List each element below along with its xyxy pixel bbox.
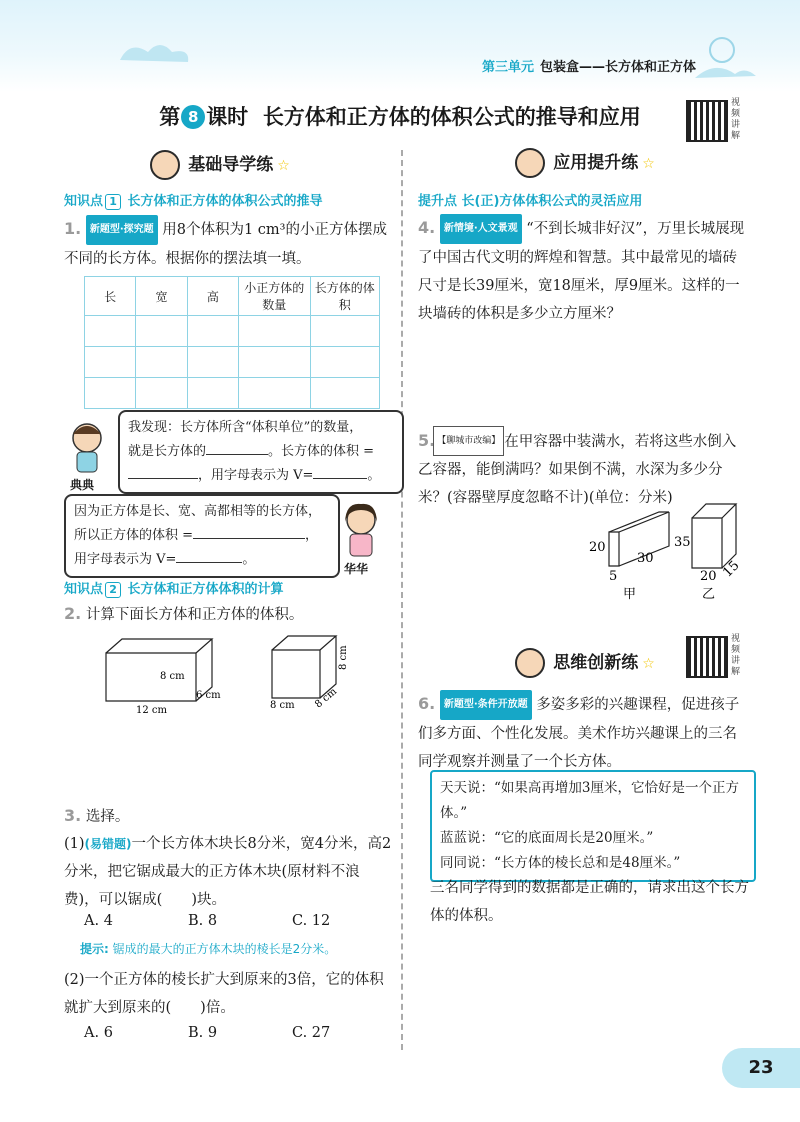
bubble-line xyxy=(128,440,394,464)
boy-mascot-icon xyxy=(62,420,112,475)
section-title: 基础导学练 xyxy=(188,155,274,175)
speaker-huahua: 华华 xyxy=(344,562,369,576)
unit-label xyxy=(482,56,696,75)
table-header-row xyxy=(85,277,380,316)
bubble-text: 就是长方体的 xyxy=(128,444,207,459)
jia-width-label: 5 xyxy=(609,569,618,584)
speech-bubble-2 xyxy=(64,494,340,578)
cube-figure xyxy=(270,630,350,710)
question-number: 5. xyxy=(418,431,436,450)
question-3 xyxy=(64,802,129,831)
answer-blank[interactable] xyxy=(193,538,305,539)
question-number: 4. xyxy=(418,218,436,237)
bubble-text: 。 xyxy=(242,552,256,567)
question-3-part-2 xyxy=(64,966,394,1022)
table-row[interactable] xyxy=(85,378,380,409)
question-4 xyxy=(418,214,748,328)
speaker-diandian: 典典 xyxy=(70,478,95,492)
bubble-text: 。长方体的体积 = xyxy=(268,444,375,459)
container-jia-figure xyxy=(585,510,675,600)
question-6-conclusion: 三名同学得到的数据都是正确的，请求出这个长方体的体积。 xyxy=(430,880,749,924)
qr-code-icon[interactable] xyxy=(686,636,728,678)
column-divider xyxy=(401,150,403,1050)
bubble-line xyxy=(128,464,394,488)
table-row[interactable] xyxy=(85,347,380,378)
option-b[interactable]: B. 9 xyxy=(188,1025,218,1041)
option-a[interactable]: A. 6 xyxy=(84,1025,113,1041)
cube-edge-label-c: 8 cm xyxy=(338,645,349,670)
bubble-line xyxy=(74,548,330,572)
table-row[interactable] xyxy=(85,316,380,347)
unit-tag: 第三单元 xyxy=(481,60,534,75)
table-header-cell: 高 xyxy=(187,277,238,316)
cloud-decoration-icon xyxy=(110,30,200,70)
cuboid-figure xyxy=(100,635,230,715)
question-number: 1. xyxy=(64,219,82,238)
answer-blank[interactable] xyxy=(128,478,198,479)
statement-tiantian: 天天说：“如果高再增加3厘米，它恰好是一个正方体。” xyxy=(440,780,739,821)
page-number: 23 xyxy=(722,1048,800,1088)
statement-lanlan: 蓝蓝说：“它的底面周长是20厘米。” xyxy=(440,830,654,846)
jia-label: 甲 xyxy=(623,587,637,600)
jia-height-label: 20 xyxy=(589,540,606,555)
options-row-2 xyxy=(84,1019,384,1047)
option-c[interactable]: C. 12 xyxy=(292,913,331,929)
sun-decoration-icon xyxy=(690,30,760,85)
yi-label: 乙 xyxy=(702,587,716,600)
yi-width-label: 15 xyxy=(720,558,743,581)
girl-mascot-icon xyxy=(336,500,386,560)
table-header-cell: 长方体的体积 xyxy=(310,277,379,316)
star-icon: ☆ xyxy=(642,156,655,172)
cuboid-length-label: 12 cm xyxy=(136,705,167,715)
mascot-face-icon xyxy=(515,648,545,678)
lesson-number: 8 xyxy=(181,105,205,129)
question-3-part-1 xyxy=(64,830,394,914)
section-heading-innovation xyxy=(500,648,670,678)
option-c[interactable]: C. 27 xyxy=(292,1025,331,1041)
kp-title: 长方体和正方体体积的计算 xyxy=(127,582,284,597)
mascot-face-icon xyxy=(515,148,545,178)
hint-label: 提示: xyxy=(80,942,109,956)
star-icon: ☆ xyxy=(277,158,290,174)
bubble-line: 所以正方体的体积 = ， xyxy=(74,528,319,543)
question-badge: 新题型·探究题 xyxy=(86,215,158,245)
bubble-text: 。 xyxy=(367,468,381,483)
question-number: 3. xyxy=(64,806,82,825)
table-header-cell: 宽 xyxy=(136,277,187,316)
bubble-text: 所以正方体的体积 = xyxy=(74,528,194,543)
kp-number: 2 xyxy=(105,582,121,598)
qr-code-icon[interactable] xyxy=(686,100,728,142)
table-header-cell: 长 xyxy=(85,277,136,316)
lesson-prefix: 第 xyxy=(159,105,181,129)
part-index: (2) xyxy=(64,972,85,988)
mascot-face-icon xyxy=(150,150,180,180)
bubble-text: 用字母表示为 V= xyxy=(74,552,177,567)
kp-label: 知识点 xyxy=(64,582,104,597)
kp-title: 长(正)方体体积公式的灵活应用 xyxy=(461,194,643,209)
knowledge-point-1 xyxy=(64,190,323,210)
speech-bubble-1 xyxy=(118,410,404,494)
unit-title: 包装盒——长方体和正方体 xyxy=(539,60,696,75)
section-title: 思维创新练 xyxy=(553,653,639,673)
question-text: 选择。 xyxy=(85,809,130,825)
hint xyxy=(80,940,336,957)
lesson-topic: 长方体和正方体的体积公式的推导和应用 xyxy=(262,105,641,129)
cube-edge-label-a: 8 cm xyxy=(270,700,295,710)
improvement-point xyxy=(418,190,642,209)
hint-text: 锯成的最大的正方体木块的棱长是2分米。 xyxy=(112,942,337,956)
container-yi-figure xyxy=(672,500,752,600)
part-text: 一个正方体的棱长扩大到原来的3倍，它的体积就扩大到原来的( )倍。 xyxy=(64,972,384,1016)
answer-blank[interactable] xyxy=(313,478,367,479)
cuboid-height-label: 8 cm xyxy=(160,671,185,682)
part-index: (1) xyxy=(64,836,85,852)
jia-length-label: 30 xyxy=(637,551,654,566)
question-number: 2. xyxy=(64,604,82,623)
answer-blank[interactable] xyxy=(206,454,268,455)
kp-label: 提升点 xyxy=(418,194,458,209)
qr-caption: 视频讲解 xyxy=(731,634,741,677)
question-text: 多姿多彩的兴趣课程，促进孩子们多方面、个性化发展。美术作坊兴趣课上的三名同学观察并测量了一个长方体。 xyxy=(418,697,740,770)
error-prone-tag: (易错题) xyxy=(84,837,132,851)
question-text: 用8个体积为1 cm³的小正方体摆成不同的长方体。根据你的摆法填一填。 xyxy=(64,222,387,267)
section-heading-basic xyxy=(130,150,310,180)
source-tag: 【聊城市改编】 xyxy=(433,426,504,456)
options-row-1 xyxy=(84,907,384,935)
option-a[interactable]: A. 4 xyxy=(84,913,113,929)
qr-caption: 视频讲解 xyxy=(731,98,741,141)
page-header-band xyxy=(0,0,800,92)
section-heading-application xyxy=(500,148,670,178)
question-6 xyxy=(418,690,748,776)
statement-tongtong: 同同说：“长方体的棱长总和是48厘米。” xyxy=(440,855,681,871)
bubble-line: 因为正方体是长、宽、高都相等的长方体， xyxy=(74,504,322,519)
star-icon: ☆ xyxy=(642,656,655,672)
question-badge: 新情境·人文景观 xyxy=(440,214,522,244)
cube-edge-label-b: 8 cm xyxy=(313,686,340,710)
question-text: 计算下面长方体和正方体的体积。 xyxy=(85,607,304,623)
question-text: “不到长城非好汉”，万里长城展现了中国古代文明的辉煌和智慧。其中最常见的墙砖尺寸是长39厘米，宽18厘米，厚9厘米。这样的一块墙砖的体积是多少立方厘米？ xyxy=(418,221,745,322)
question-number: 6. xyxy=(418,694,436,713)
bubble-text: ，用字母表示为 V= xyxy=(198,468,314,483)
kp-label: 知识点 xyxy=(64,194,104,209)
lesson-title xyxy=(0,101,800,131)
question-2 xyxy=(64,600,394,629)
part-text: 一个长方体木块长8分米，宽4分米，高2分米，把它锯成最大的正方体木块(原材料不浪费)，可以锯成( )块。 xyxy=(64,836,392,908)
question-text: 在甲容器中装满水，若将这些水倒入乙容器，能倒满吗？如果倒不满，水深为多少分米？(容器壁厚度忽略不计)(单位：分米) xyxy=(418,434,737,506)
yi-length-label: 20 xyxy=(700,569,717,584)
kp-number: 1 xyxy=(105,194,121,210)
lesson-suffix: 课时 xyxy=(206,105,249,129)
cuboid-width-label: 6 cm xyxy=(196,690,221,701)
question-1 xyxy=(64,215,394,273)
student-statements-box xyxy=(430,770,756,882)
kp-title: 长方体和正方体的体积公式的推导 xyxy=(127,194,323,209)
section-title: 应用提升练 xyxy=(553,153,639,173)
table-header-cell: 小正方体的数量 xyxy=(239,277,310,316)
bubble-line: 我发现：长方体所含“体积单位”的数量， xyxy=(128,420,363,435)
answer-blank[interactable] xyxy=(176,562,242,563)
knowledge-point-2 xyxy=(64,578,284,598)
option-b[interactable]: B. 8 xyxy=(188,913,218,929)
answer-table xyxy=(84,276,380,409)
question-badge: 新题型·条件开放题 xyxy=(440,690,532,720)
yi-height-label: 35 xyxy=(674,535,691,550)
